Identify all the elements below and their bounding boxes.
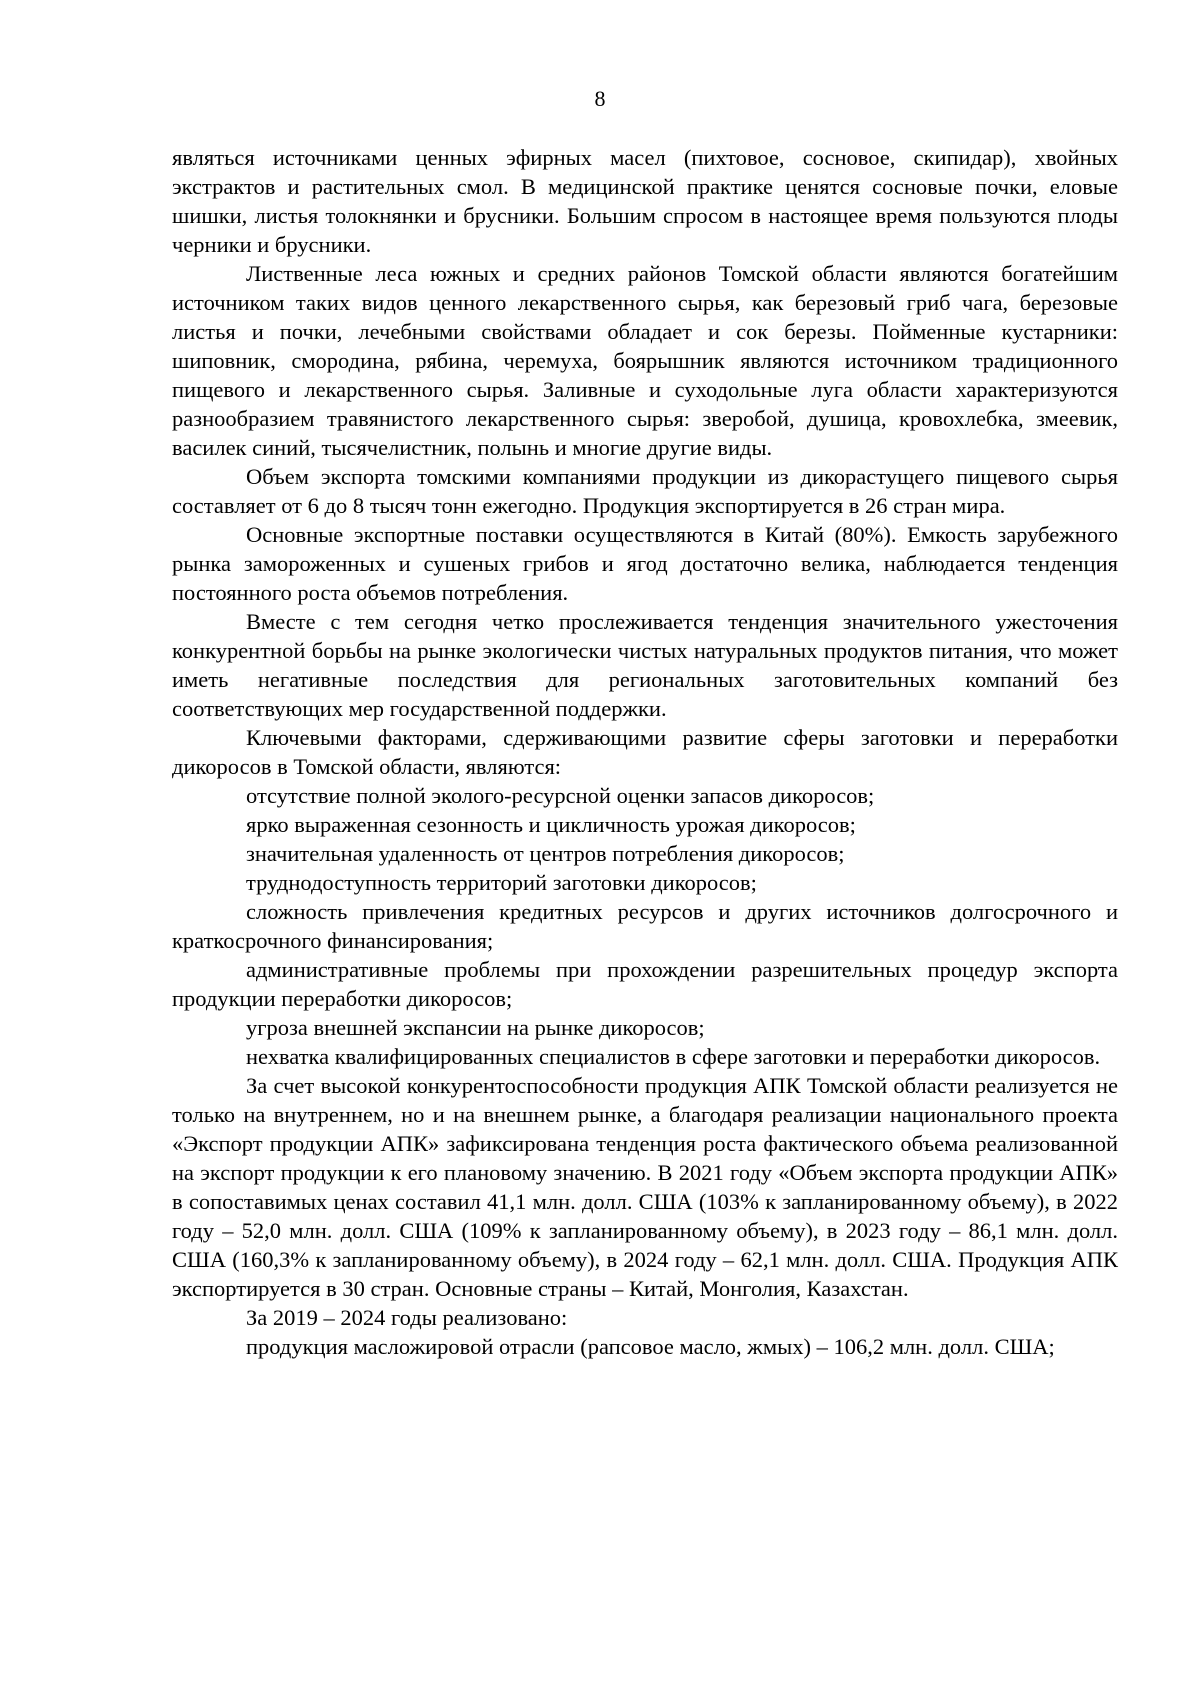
- paragraph-continuation: являться источниками ценных эфирных масел (пихтовое, сосновое, скипидар), хвойных экстрактов и растительных смол. В медицинской практике ценятся сосновые почки, еловые шишки, листья толокнянки и брусники. Большим спросом в настоящее время пользуются плоды черники и брусники.: [172, 145, 1118, 257]
- paragraph-realized: За 2019 – 2024 годы реализовано:: [246, 1305, 568, 1330]
- page-number: 8: [594, 86, 606, 111]
- list-item: угроза внешней экспансии на рынке дикоросов;: [246, 1015, 705, 1040]
- list-item: значительная удаленность от центров потребления дикоросов;: [246, 841, 845, 866]
- paragraph-deciduous-forests: Лиственные леса южных и средних районов Томской области являются богатейшим источником таких видов ценного лекарственного сырья, как березовый гриб чага, березовые листья и почки, лечебными свойствами обладает и сок березы. Пойменные кустарники: шиповник, смородина, рябина, черемуха, боярышник являются источником традиционного пищевого и лекарственного сырья. Заливные и суходольные луга области характеризуются разнообразием травянистого лекарственного сырья: зверобой, душица, кровохлебка, змеевик, василек синий, тысячелистник, полынь и многие другие виды.: [172, 261, 1118, 460]
- list-item: сложность привлечения кредитных ресурсов и других источников долгосрочного и краткосрочного финансирования;: [172, 899, 1118, 953]
- paragraph-export-volume: Объем экспорта томскими компаниями продукции из дикорастущего пищевого сырья составляет от 6 до 8 тысяч тонн ежегодно. Продукция экспортируется в 26 стран мира.: [172, 464, 1118, 518]
- list-item: продукция масложировой отрасли (рапсовое масло, жмых) – 106,2 млн. долл. США;: [246, 1334, 1055, 1359]
- document-body: [172, 143, 1118, 1361]
- list-item: отсутствие полной эколого-ресурсной оценки запасов дикоросов;: [246, 783, 875, 808]
- list-item: административные проблемы при прохождении разрешительных процедур экспорта продукции переработки дикоросов;: [172, 957, 1118, 1011]
- list-item: нехватка квалифицированных специалистов в сфере заготовки и переработки дикоросов.: [246, 1044, 1101, 1069]
- list-item: ярко выраженная сезонность и цикличность урожая дикоросов;: [246, 812, 856, 837]
- paragraph-key-factors: Ключевыми факторами, сдерживающими развитие сферы заготовки и переработки дикоросов в Томской области, являются:: [172, 725, 1118, 779]
- paragraph-apk-export: За счет высокой конкурентоспособности продукция АПК Томской области реализуется не только на внутреннем, но и на внешнем рынке, а благодаря реализации национального проекта «Экспорт продукции АПК» зафиксирована тенденция роста фактического объема реализованной на экспорт продукции к его плановому значению. В 2021 году «Объем экспорта продукции АПК» в сопоставимых ценах составил 41,1 млн. долл. США (103% к запланированному объему), в 2022 году – 52,0 млн. долл. США (109% к запланированному объему), в 2023 году – 86,1 млн. долл. США (160,3% к запланированному объему), в 2024 году – 62,1 млн. долл. США. Продукция АПК экспортируется в 30 стран. Основные страны – Китай, Монголия, Казахстан.: [172, 1073, 1118, 1301]
- paragraph-main-exports: Основные экспортные поставки осуществляются в Китай (80%). Емкость зарубежного рынка замороженных и сушеных грибов и ягод достаточно велика, наблюдается тенденция постоянного роста объемов потребления.: [172, 522, 1118, 605]
- list-item: труднодоступность территорий заготовки дикоросов;: [246, 870, 757, 895]
- paragraph-competition: Вместе с тем сегодня четко прослеживается тенденция значительного ужесточения конкурентной борьбы на рынке экологически чистых натуральных продуктов питания, что может иметь негативные последствия для региональных заготовительных компаний без соответствующих мер государственной поддержки.: [172, 609, 1118, 721]
